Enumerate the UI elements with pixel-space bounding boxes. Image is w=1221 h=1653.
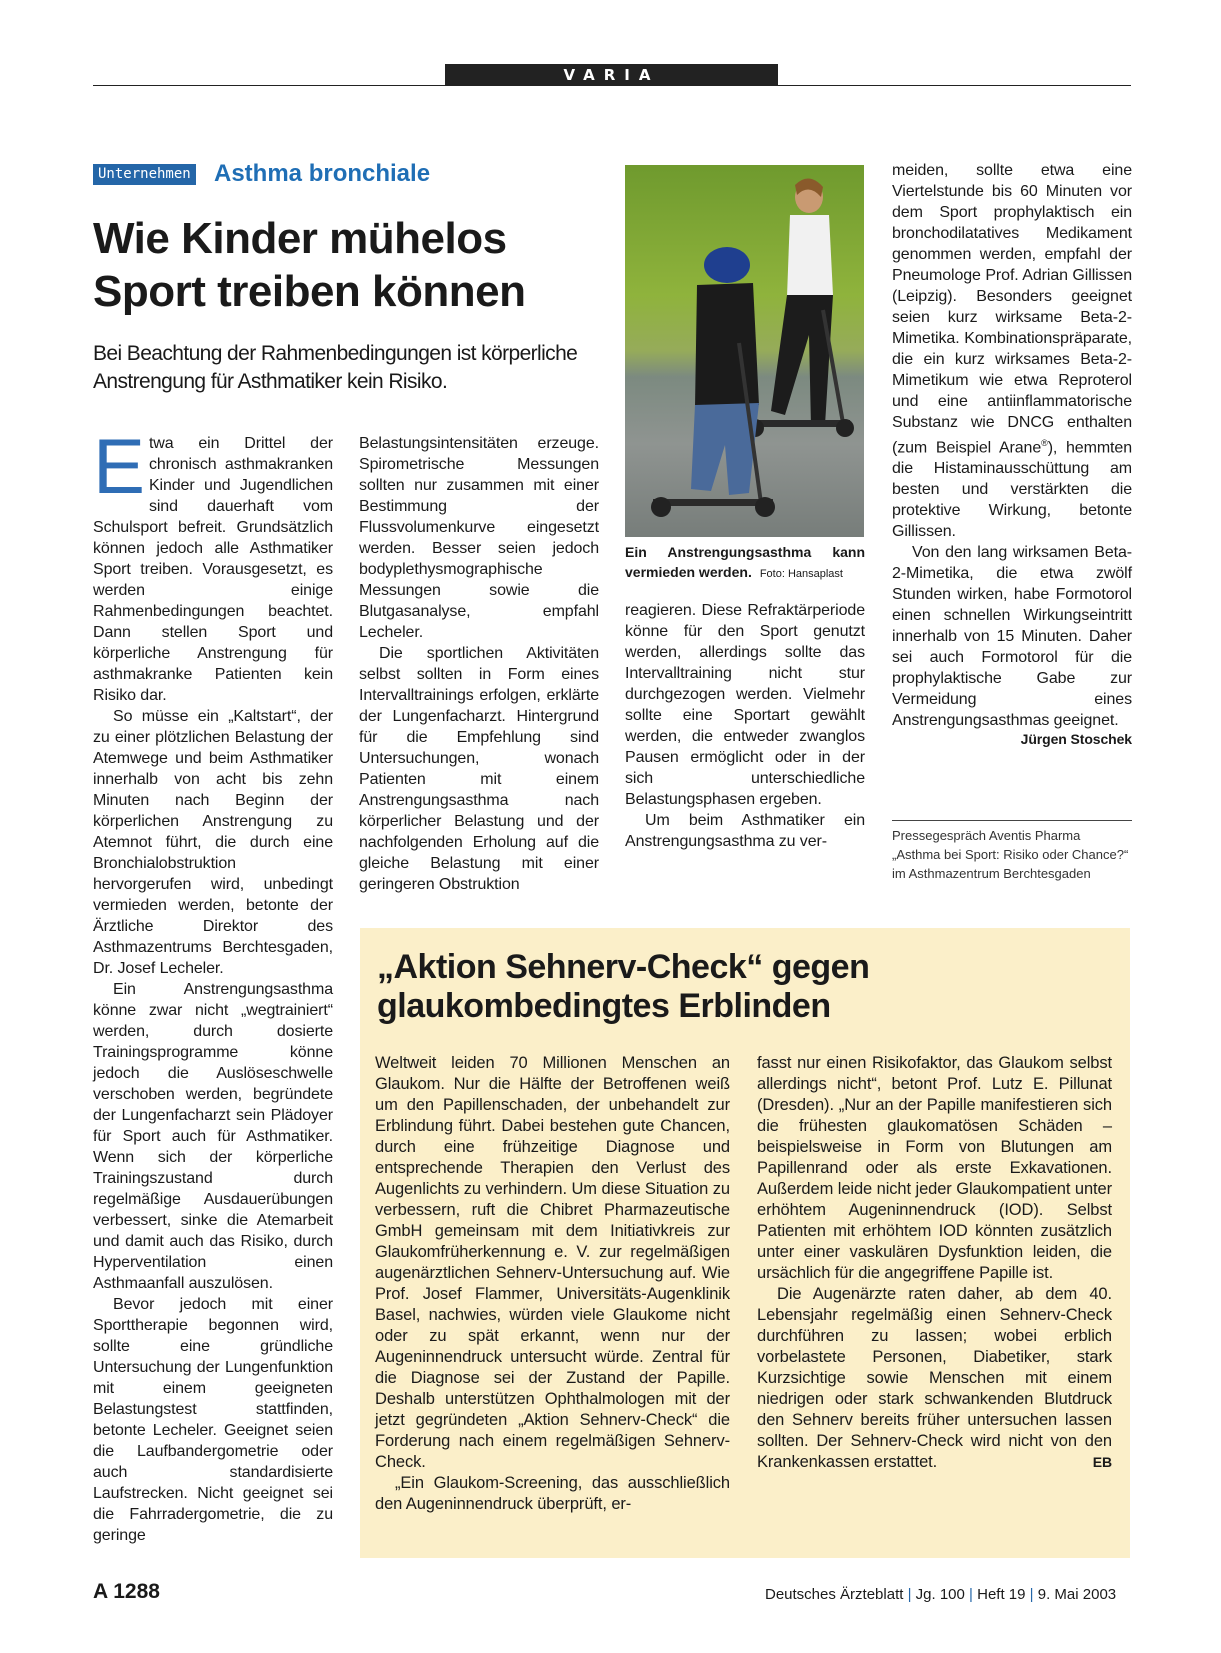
paragraph: Weltweit leiden 70 Millionen Menschen an Glaukom. Nur die Hälfte der Betroffenen weiß um den Papillenschaden, der unbehandelt zur Erblindung führt. Dabei bestehen gute Chancen, durch eine frühzeitige Diagnose und entsprechende Therapien den Verlust des Augenlichts zu verhindern. Um diese Situation zu verbessern, ruft die Chibret Pharmazeutische GmbH gemeinsam mit dem Initiativkreis zur Glaukomfrüherkennung e. V. zur regelmäßigen augenärztlichen Sehnerv-Untersuchung auf. Wie Prof. Josef Flammer, Universitäts-Augenklinik Basel, nachwies, würden viele Glaukome nicht oder zu spät erkannt, wenn nur der Augeninnendruck untersucht würde. Zentral für die Diagnose sei der Zustand der Papille. Deshalb unterstützen Ophthalmologen mit der jetzt gegründeten „Aktion Sehnerv-Check“ die Forderung nach einem regelmäßigen Sehnerv-Check. [375, 1054, 730, 1471]
paragraph: Bevor jedoch mit einer Sporttherapie begonnen wird, sollte eine gründliche Untersuchung der Lungenfunktion mit einem geeigneten Belastungstest stattfinden, betonte Lecheler. Geeignet seien die Laufbandergometrie oder auch standardisierte Laufstrecken. Nicht geeignet sei die Fahrradergometrie, die zu geringe [93, 1296, 333, 1544]
paragraph: So müsse ein „Kaltstart“, der zu einer plötzlichen Belastung der Atemwege und beim Asthmatiker innerhalb von acht bis zehn Minuten nach Beginn der körperlichen Anstrengung zu Atemnot führt, die durch eine Bronchialobstruktion hervorgerufen wird, unbedingt vermieden werden, betonte der Ärztliche Direktor des Asthmazentrums Berchtesgaden, Dr. Josef Lecheler. [93, 708, 333, 977]
footer-divider: | [1029, 1586, 1034, 1603]
footer-divider: | [907, 1586, 912, 1603]
photo-illustration [625, 165, 864, 537]
headline-line-2: Sport treiben können [93, 267, 526, 316]
article-standfirst: Bei Beachtung der Rahmenbedingungen ist körperliche Anstrengung für Asthmatiker kein Risiko. [93, 342, 578, 393]
paragraph: reagieren. Diese Refraktärperiode könne für den Sport genutzt werden, allerdings sollte das Intervalltraining nicht stur durchgezogen werden. Vielmehr sollte eine Sportart gewählt werden, die entweder zwanglos Pausen ermöglicht oder in der sich unterschiedliche Belastungsphasen ergeben. [625, 602, 865, 808]
article-column-1 [93, 422, 333, 1546]
box-column-right [757, 1053, 1112, 1473]
journal-name: Deutsches Ärzteblatt [765, 1586, 904, 1603]
article-author: Jürgen Stoschek [1020, 731, 1132, 748]
boy-jacket [695, 283, 759, 407]
scooter-photo [625, 165, 864, 537]
page-number: A 1288 [93, 1580, 160, 1603]
box-headline-line-2: glaukombedingtes Erblinden [377, 987, 831, 1025]
box-headline [377, 948, 1097, 1026]
scooter-wheel [836, 419, 854, 437]
paragraph: Die sportlichen Aktivitäten selbst sollten in Form eines Intervalltrainings erfolgen, erklärte der Lungenfacharzt. Hintergrund für die Empfehlung sind Untersuchungen, wonach Patienten mit einem Anstrengungsasthma nach körperlicher Belastung und der nachfolgenden Erholung auf die gleiche Belastung mit einer geringeren Obstruktion [359, 645, 599, 893]
headline-line-1: Wie Kinder mühelos [93, 214, 507, 263]
journal-issue: Heft 19 [977, 1586, 1026, 1603]
paragraph: meiden, sollte etwa eine Viertelstunde bis 60 Minuten vor dem Sport prophylaktisch ein bronchodilatatives Medikament genommen werden, empfahl der Pneumologe Prof. Adrian Gillissen (Leipzig). Besonders geeignet seien kurz wirksame Beta-2-Mimetika. Kombinationspräparate, die ein kurz wirksames Beta-2-Mimetikum wie etwa Reproterol und eine antiinflammatorische Substanz wie DNCG enthalten (zum Beispiel Arane®), hemmten die Histaminausschüttung am besten und verstärkten die protektive Wirkung, betonte Gillissen. [892, 162, 1132, 541]
paragraph: Die Augenärzte raten daher, ab dem 40. Lebensjahr regelmäßig einen Sehnerv-Check durchführen zu lassen; wobei erblich vorbelastete Personen, Diabetiker, stark Kurzsichtige sowie Menschen mit einem niedrigen oder stark schwankenden Blutdruck den Sehnerv bereits früher untersuchen lassen sollten. Der Sehnerv-Check wird nicht von den Krankenkassen erstattet. [757, 1285, 1112, 1471]
box-headline-line-1: „Aktion Sehnerv-Check“ gegen [377, 948, 870, 986]
article-column-3 [625, 600, 865, 852]
scooter-wheel [755, 497, 775, 517]
section-label: VARIA [445, 64, 778, 86]
photo-credit: Foto: Hansaplast [759, 568, 843, 580]
scooter-deck [653, 499, 773, 506]
paragraph: Von den lang wirksamen Beta-2-Mimetika, die etwa zwölf Stunden wirken, habe Formotorol einen schnellen Wirkungseintritt innerhalb von 15 Minuten. Daher sei auch Formotorol für die prophylaktische Gabe zur Vermeidung eines Anstrengungsasthmas geeignet. Jürgen Stoschek [892, 544, 1132, 748]
paragraph: Belastungsintensitäten erzeuge. Spirometrische Messungen sollten nur zusammen mit einer Bestimmung der Flussvolumenkurve eingesetzt werden. Besser seien jedoch bodyplethysmographische Messungen sowie die Blutgasanalyse, empfahl Lecheler. [359, 435, 599, 641]
article-headline [93, 212, 613, 318]
article-column-4 [892, 160, 1132, 747]
girl-shirt [787, 215, 833, 297]
box-author: EB [1092, 1454, 1112, 1470]
footer-divider: | [969, 1586, 973, 1603]
paragraph: fasst nur einen Risikofaktor, das Glaukom selbst allerdings nicht“, betont Prof. Lutz E. Pillunat (Dresden). „Nur an der Papille manifestieren sich die frühesten glaukomatösen Schäden – beispielsweise in Form von Blutungen am Papillenrand oder als erste Exkavationen. Außerdem leide nicht jeder Glaukompatient unter erhöhtem Augeninnendruck (IOD). Selbst Patienten mit erhöhtem IOD könnten zusätzlich unter einer vaskulären Dysfunktion leiden, die ursächlich für die angegriffene Papille ist. [757, 1054, 1112, 1282]
paragraph: Etwa ein Drittel der chronisch asthmakranken Kinder und Jugendlichen sind dauerhaft vom Schulsport befreit. Grundsätzlich können jedoch alle Asthmatiker Sport treiben. Vorausgesetzt, es werden einige Rahmenbedingungen beachtet. Dann stellen Sport und körperliche Anstrengung für asthmakranke Patienten kein Risiko dar. [93, 422, 333, 704]
paragraph: „Ein Glaukom-Screening, das ausschließlich den Augeninnendruck überprüft, er- [375, 1474, 730, 1513]
photo-caption: Ein Anstrengungsasthma kann vermieden werden. Foto: Hansaplast [625, 544, 865, 580]
journal-volume: Jg. 100 [915, 1586, 965, 1603]
scooter-wheel [651, 497, 671, 517]
article-source: Pressegespräch Aventis Pharma „Asthma bei Sport: Risiko oder Chance?“ im Asthmazentrum Berchtesgaden [892, 820, 1132, 883]
box-column-left [375, 1053, 730, 1515]
article-column-2 [359, 433, 599, 895]
paragraph: Um beim Asthmatiker ein Anstrengungsasthma zu ver- [625, 812, 865, 850]
journal-date: 9. Mai 2003 [1037, 1586, 1117, 1603]
category-badge: Unternehmen [93, 164, 196, 185]
boy-helmet [704, 247, 750, 283]
drop-cap: E [93, 422, 145, 510]
journal-footer [765, 1586, 1116, 1603]
paragraph: Ein Anstrengungsasthma könne zwar nicht „wegtrainiert“ werden, durch dosierte Trainingsprogramme könne jedoch die Auslöseschwelle verschoben werden, begründete der Lungenfacharzt sein Plädoyer für Sport auch für Asthmatiker. Wenn sich der körperliche Trainingszustand durch regelmäßige Ausdauerübungen verbessert, sinke die Atemarbeit und damit auch das Risiko, durch Hyperventilation einen Asthmaanfall auszulösen. [93, 981, 333, 1292]
article-kicker: Asthma bronchiale [214, 160, 431, 187]
